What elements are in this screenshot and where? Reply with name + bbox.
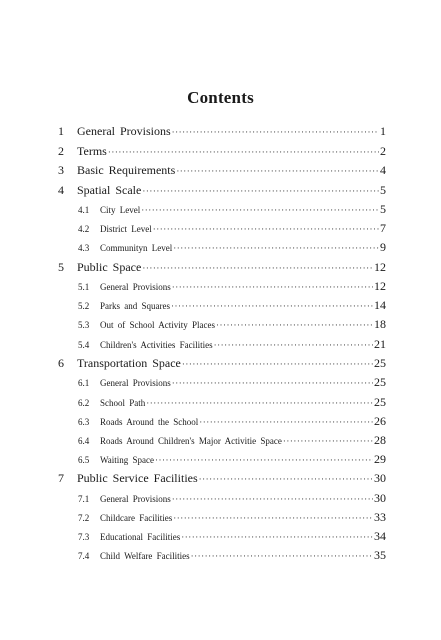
toc-section-entry[interactable] (58, 510, 386, 529)
toc-entry-page-number: 28 (374, 432, 386, 447)
toc-entry-number: 4 (58, 182, 64, 197)
dot-leader (176, 166, 379, 176)
toc-section-entry[interactable] (58, 202, 386, 221)
page-title: Contents (187, 88, 254, 107)
toc-entry-label: Terms (77, 143, 107, 158)
toc-chapter-entry[interactable] (58, 356, 386, 376)
toc-entry-page-number: 34 (374, 529, 386, 544)
toc-entry-label: Public Service Facilities (77, 471, 198, 486)
dot-leader (108, 147, 379, 157)
toc-entry-page-number: 25 (374, 355, 386, 370)
toc-entry-label: General Provisions (77, 124, 171, 138)
dot-leader (142, 263, 373, 273)
toc-entry-number: 6 (58, 355, 64, 370)
dot-leader (171, 301, 373, 311)
toc-entry-number: 6.2 (78, 397, 90, 408)
toc-entry-page-number: 4 (380, 163, 386, 177)
toc-entry-label: General Provisions (100, 282, 171, 293)
toc-entry-label: School Path (100, 397, 146, 408)
toc-entry-number: 7.4 (78, 551, 90, 562)
toc-entry-page-number: 14 (374, 298, 386, 313)
toc-section-entry[interactable] (58, 414, 386, 433)
toc-section-entry[interactable] (58, 452, 386, 471)
dot-leader (191, 551, 373, 561)
toc-entry-page-number: 29 (374, 452, 386, 467)
dot-leader (172, 494, 373, 504)
dot-leader (153, 224, 379, 234)
dot-leader (172, 378, 373, 388)
toc-entry-number: 6.4 (78, 435, 90, 446)
toc-entry-number: 4.3 (78, 243, 90, 254)
toc-entry-label: Transportation Space (77, 355, 181, 370)
dot-leader (199, 474, 373, 484)
toc-entry-page-number: 5 (380, 202, 386, 216)
toc-entry-label: General Provisions (100, 493, 171, 504)
toc-entry-label: Roads Around Children's Major Activitie Space (100, 435, 282, 446)
dot-leader (173, 513, 373, 523)
toc-section-entry[interactable] (58, 298, 386, 317)
dot-leader (142, 186, 379, 196)
toc-entry-number: 6.3 (78, 416, 90, 427)
toc-entry-page-number: 1 (380, 124, 386, 138)
dot-leader (141, 205, 379, 215)
toc-entry-number: 5.3 (78, 320, 90, 331)
toc-section-entry[interactable] (58, 317, 386, 336)
toc-entry-label: City Level (100, 205, 141, 215)
toc-entry-number: 4.2 (78, 224, 90, 235)
toc-entry-number: 6.5 (78, 455, 90, 466)
toc-entry-page-number: 25 (374, 375, 386, 390)
toc-entry-number: 7.1 (78, 493, 90, 504)
toc-entry-page-number: 12 (374, 279, 386, 294)
toc-section-entry[interactable] (58, 375, 386, 394)
toc-entry-label: Waiting Space (100, 455, 155, 466)
toc-entry-label: Parks and Squares (100, 301, 170, 312)
toc-chapter-entry[interactable] (58, 124, 386, 144)
toc-entry-label: Children's Activities Facilities (100, 339, 213, 350)
toc-section-entry[interactable] (58, 279, 386, 298)
toc-entry-number: 2 (58, 143, 64, 158)
toc-entry-page-number: 30 (374, 490, 386, 505)
toc-chapter-entry[interactable] (58, 144, 386, 164)
toc-entry-label: Child Welfare Facilities (100, 551, 190, 562)
table-of-contents (58, 124, 386, 568)
toc-section-entry[interactable] (58, 433, 386, 452)
toc-section-entry[interactable] (58, 548, 386, 567)
toc-chapter-entry[interactable] (58, 260, 386, 280)
toc-entry-label: Public Space (77, 259, 142, 274)
toc-entry-number: 7 (58, 471, 64, 486)
toc-entry-label: Out of School Activity Places (100, 320, 215, 331)
toc-entry-number: 5.4 (78, 339, 90, 350)
toc-entry-number: 5.2 (78, 301, 90, 312)
toc-chapter-entry[interactable] (58, 471, 386, 491)
toc-entry-number: 1 (58, 124, 64, 138)
toc-section-entry[interactable] (58, 529, 386, 548)
toc-entry-label: General Provisions (100, 378, 171, 389)
dot-leader (155, 455, 373, 465)
toc-entry-page-number: 9 (380, 240, 386, 255)
toc-entry-label: Childcare Facilities (100, 512, 173, 523)
toc-section-entry[interactable] (58, 395, 386, 414)
toc-entry-label: Spatial Scale (77, 182, 142, 197)
toc-entry-number: 5.1 (78, 282, 90, 293)
toc-entry-page-number: 12 (374, 259, 386, 274)
toc-section-entry[interactable] (58, 491, 386, 510)
dot-leader (173, 243, 379, 253)
toc-entry-page-number: 21 (374, 336, 386, 351)
dot-leader (214, 340, 373, 350)
toc-entry-page-number: 30 (374, 471, 386, 486)
dot-leader (283, 436, 373, 446)
toc-entry-number: 3 (58, 163, 64, 177)
dot-leader (146, 398, 373, 408)
dot-leader (182, 359, 373, 369)
toc-entry-label: District Level (100, 224, 152, 235)
toc-chapter-entry[interactable] (58, 183, 386, 203)
dot-leader (172, 282, 373, 292)
toc-entry-page-number: 18 (374, 317, 386, 332)
toc-entry-page-number: 25 (374, 394, 386, 409)
toc-entry-label: Basic Requirements (77, 163, 176, 177)
toc-entry-page-number: 26 (374, 413, 386, 428)
toc-entry-page-number: 35 (374, 548, 386, 563)
toc-entry-number: 6.1 (78, 378, 90, 389)
dot-leader (181, 532, 373, 542)
toc-chapter-entry[interactable] (58, 163, 386, 183)
toc-entry-number: 7.2 (78, 512, 90, 523)
dot-leader (199, 417, 373, 427)
toc-entry-page-number: 5 (380, 182, 386, 197)
toc-section-entry[interactable] (58, 337, 386, 356)
toc-entry-label: Roads Around the School (100, 416, 199, 427)
dot-leader (216, 320, 373, 330)
toc-entry-page-number: 7 (380, 221, 386, 236)
toc-entry-number: 7.3 (78, 532, 90, 543)
dot-leader (172, 127, 379, 137)
toc-entry-number: 5 (58, 259, 64, 274)
toc-section-entry[interactable] (58, 221, 386, 240)
toc-section-entry[interactable] (58, 240, 386, 259)
toc-entry-label: Communityn Level (100, 243, 173, 254)
toc-entry-page-number: 33 (374, 509, 386, 524)
toc-entry-label: Educational Facilities (100, 532, 181, 543)
toc-entry-number: 4.1 (78, 205, 90, 215)
toc-entry-page-number: 2 (380, 143, 386, 158)
